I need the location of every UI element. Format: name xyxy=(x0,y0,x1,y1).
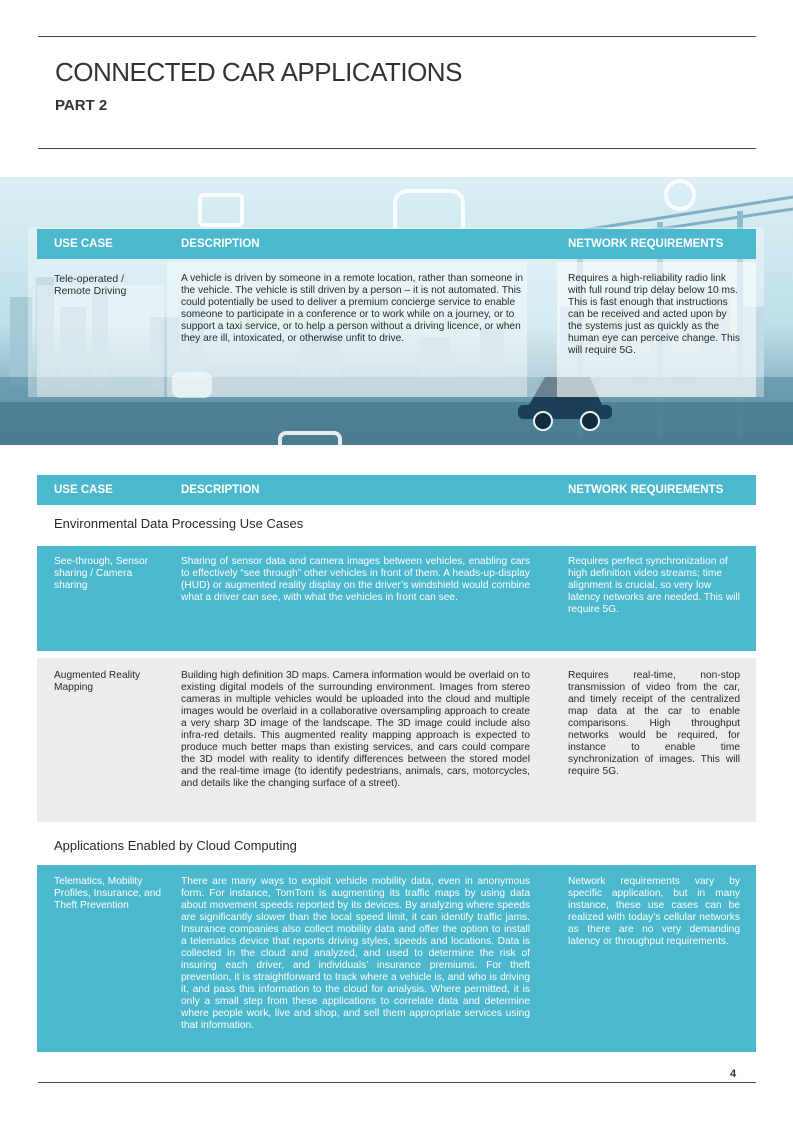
hero-table-header xyxy=(37,229,756,259)
section-title-cloud: Applications Enabled by Cloud Computing xyxy=(54,838,297,853)
page-title: CONNECTED CAR APPLICATIONS xyxy=(55,57,462,87)
row-description: Sharing of sensor data and camera images between vehicles, enabling cars to effectively “see through” other vehicles in front of them. A heads-up-display (HUD) or augmented reality display on the driver’s windshield would combine what a driver can see, with what the vehicles in front can see. xyxy=(181,556,530,603)
section-title-environmental: Environmental Data Processing Use Cases xyxy=(54,516,304,531)
page-number: 4 xyxy=(730,1068,737,1080)
row-use-case: Telematics, Mobility Profiles, Insurance, and Theft Prevention xyxy=(54,876,162,911)
header-rule xyxy=(38,148,756,149)
hero-use-case: Tele-operated / Remote Driving xyxy=(54,273,127,297)
row-description: Building high definition 3D maps. Camera information would be overlaid on to existing digital models of the surrounding environment. Images from stereo cameras in multiple vehicles would be uploaded into the cloud and multiple images would be overlaid in a collaborative oversampling approach to create a very sharp 3D image of the landscape. The 3D image could include also infra-red details. This augmented reality mapping approach is expected to produce much better maps than existing services, and cars could compare the 3D model with reality to identify differences between the stored model and the real-time image (to identify pedestrians, animals, cars, motorcycles, and details like the changing surface of a street). xyxy=(181,670,530,789)
main-table-header xyxy=(37,475,756,505)
page-subtitle: PART 2 xyxy=(55,97,108,114)
col-header-network: NETWORK REQUIREMENTS xyxy=(568,484,724,496)
col-header-use-case: USE CASE xyxy=(54,238,113,250)
col-header-description: DESCRIPTION xyxy=(181,484,260,496)
row-description: There are many ways to exploit vehicle mobility data, even in anonymous form. For instance, TomTom is augmenting its traffic maps by using data about movement speeds reported by its devices. By analyzing where speeds are significantly slower than the local speed limit, it can identify traffic jams. Insurance companies also collect mobility data and offer the option to install a telematics device that reports driving styles, speeds and locations. Data is collected in the cloud and analyzed, and used to determine the risk of insuring each driver, and individuals’ insurance premiums. For theft prevention, it is straightforward to track where a vehicle is, and who is driving it, and pass this information to the cloud for analysis. Where permitted, it is only a small step from these applications to correlate data and determine where people work, live and shop, and sell them appropriate services using that information. xyxy=(181,876,530,1031)
col-header-network: NETWORK REQUIREMENTS xyxy=(568,238,724,250)
row-network: Requires perfect synchronization of high definition video streams; time alignment is crucial, so very low latency networks are needed. This will require 5G. xyxy=(568,556,740,615)
hero-network: Requires a high-reliability radio link with full round trip delay below 10 ms. This is fast enough that instructions can be received and acted upon by the systems just as quickly as the human eye can perceive change. This will require 5G. xyxy=(568,273,740,356)
row-use-case: See-through, Sensor sharing / Camera sharing xyxy=(54,556,149,591)
top-rule xyxy=(38,36,756,37)
row-network: Network requirements vary by specific application, but in many instance, these use cases can be realized with today’s cellular networks as there are no very demanding latency or throughput requirements. xyxy=(568,876,740,947)
row-use-case: Augmented Reality Mapping xyxy=(54,670,141,693)
col-header-description: DESCRIPTION xyxy=(181,238,260,250)
row-network: Requires real-time, non-stop transmission of video from the car, and timely receipt of the centralized map data at the car to enable comparisons. High throughput networks would be required, for instance to enable time synchronization of images. This will require 5G. xyxy=(568,670,740,777)
col-header-use-case: USE CASE xyxy=(54,484,113,496)
hero-description: A vehicle is driven by someone in a remote location, rather than someone in the vehicle. The vehicle is still driven by a person – it is not automated. This could potentially be used to deliver a premium concierge service to enable someone to participate in a conference or to work while on a journey, or to support a taxi service, or to help a person without a driving licence, or when they are ill, intoxicated, or otherwise unfit to drive. xyxy=(181,273,524,344)
footer-rule xyxy=(38,1082,756,1083)
